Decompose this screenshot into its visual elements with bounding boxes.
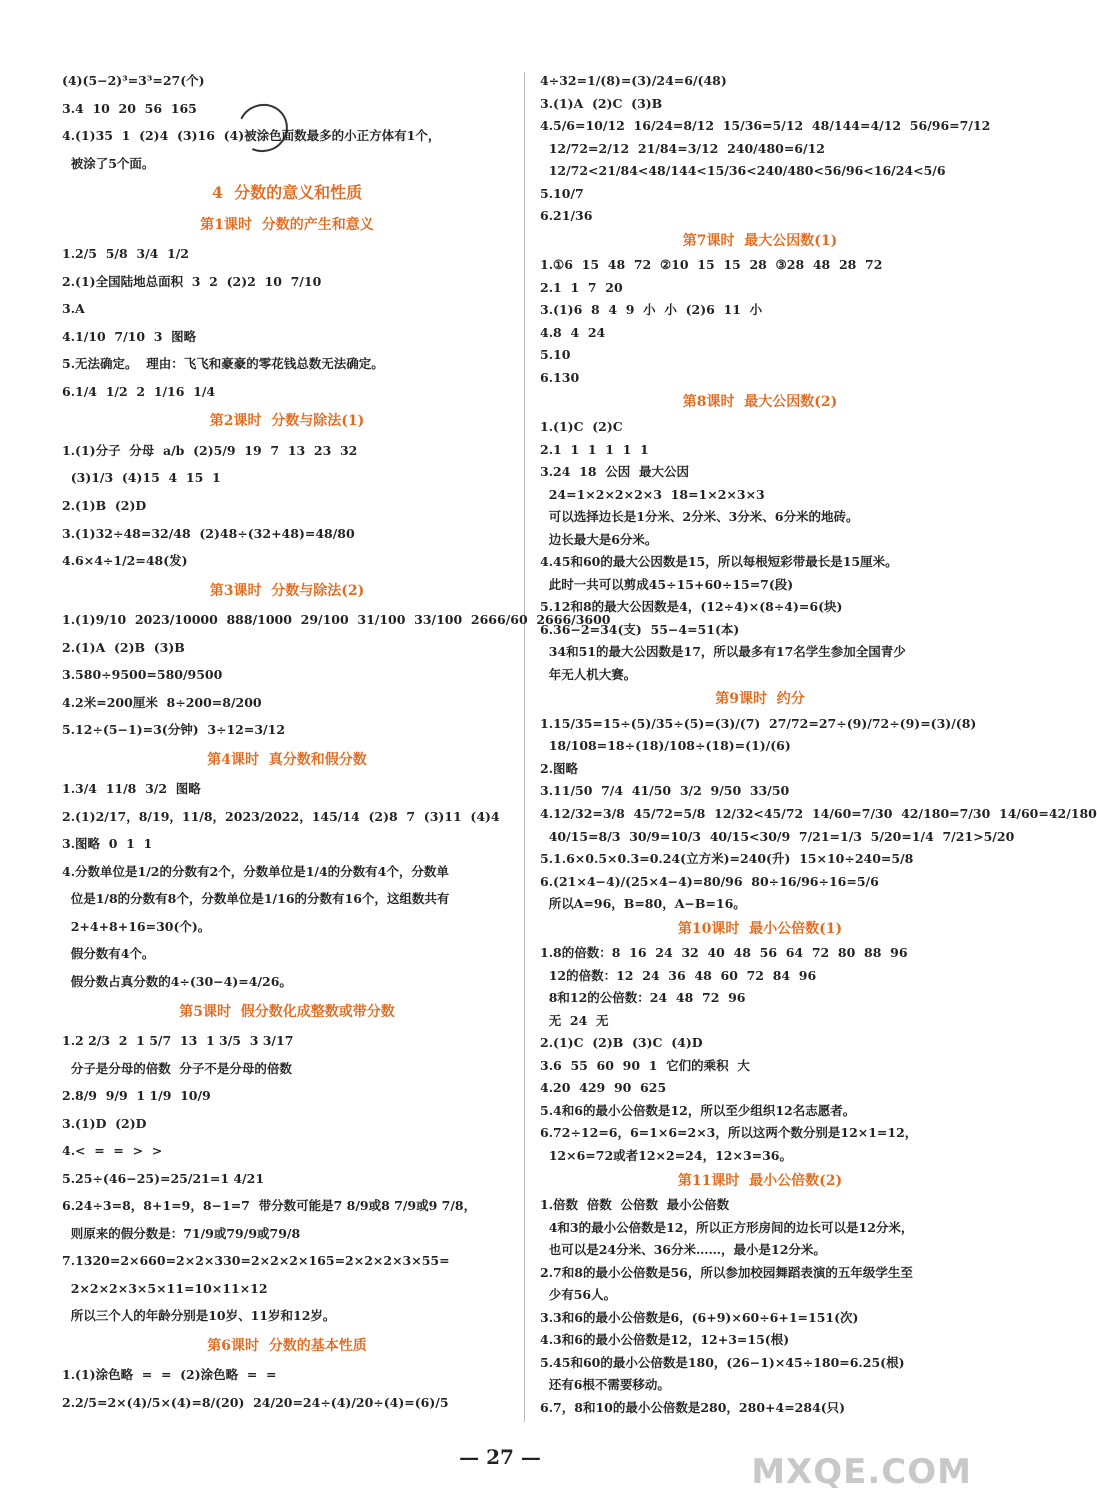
answer-line: 4÷32=1/(8)=(3)/24=6/(48) xyxy=(540,73,727,88)
answer-line: 2.1 1 1 1 1 1 xyxy=(540,441,649,457)
answer-line: 7.1320=2×660=2×2×330=2×2×2×165=2×2×2×3×55= xyxy=(62,1253,450,1269)
section-heading: 第11课时 最小公倍数(2) xyxy=(677,1172,843,1189)
answer-line: 1.2/5 5/8 3/4 1/2 xyxy=(62,246,190,262)
section-heading: 第2课时 分数与除法(1) xyxy=(209,413,365,430)
answer-line: 边长最大是6分米。 xyxy=(540,531,658,547)
answer-line: 6.24÷3=8，8+1=9，8−1=7 带分数可能是7 8/9或8 7/9或9 7/8， xyxy=(62,1198,477,1214)
answer-line: 1.(1)涂色略 = = (2)涂色略 = = xyxy=(62,1367,277,1383)
answer-line: 2.7和8的最小公倍数是56，所以参加校园舞蹈表演的五年级学生至 xyxy=(540,1264,913,1280)
watermark: MXQE.COM xyxy=(751,1452,972,1492)
answer-line: 6.1/4 1/2 2 1/16 1/4 xyxy=(62,383,216,399)
answer-line: 5.4和6的最小公倍数是12，所以至少组织12名志愿者。 xyxy=(540,1102,856,1118)
answer-line: 4.分数单位是1/2的分数有2个，分数单位是1/4的分数有4个，分数单 xyxy=(62,863,449,879)
answer-line: 18/108=18÷(18)/108÷(18)=(1)/(6) xyxy=(540,738,791,754)
answer-line: 被涂了5个面。 xyxy=(62,155,155,171)
answer-line: 2.图略 xyxy=(540,760,579,776)
answer-line: 34和51的最大公因数是17，所以最多有17名学生参加全国青少 xyxy=(540,644,906,660)
answer-line: 3.(1)6 8 4 9 小 小 (2)6 11 小 xyxy=(540,302,763,318)
answer-line: 4.20 429 90 625 xyxy=(540,1080,667,1096)
section-heading: 第6课时 分数的基本性质 xyxy=(207,1337,367,1354)
answer-line: 6.(21×4−4)/(25×4−4)=80/96 80÷16/96÷16=5/6 xyxy=(540,873,879,889)
answer-line: 年无人机大赛。 xyxy=(540,666,637,682)
answer-line: 1.(1)分子 分母 a/b (2)5/9 19 7 13 23 32 xyxy=(62,442,358,458)
answer-line: 5.25÷(46−25)=25/21=1 4/21 xyxy=(62,1170,265,1186)
answer-line: 5.1.6×0.5×0.3=0.24(立方米)=240(升) 15×10÷240=5/8 xyxy=(540,851,914,867)
answer-line: 2.1 1 7 20 xyxy=(540,279,623,295)
answer-line: 40/15=8/3 30/9=10/3 40/15<30/9 7/21=1/3 5/20=1/4 7/21>5/20 xyxy=(540,828,1015,844)
answer-line: 6.72÷12=6，6=1×6=2×3，所以这两个数分别是12×1=12， xyxy=(540,1125,918,1141)
answer-line: 1.2 2/3 2 1 5/7 13 1 3/5 3 3/17 xyxy=(62,1033,294,1049)
answer-line: 少有56人。 xyxy=(540,1287,617,1303)
answer-line: 6.130 xyxy=(540,369,580,385)
answer-line: 位是1/8的分数有8个，分数单位是1/16的分数有16个，这组数共有 xyxy=(62,891,450,907)
answer-line: 6.36−2=34(支) 55−4=51(本) xyxy=(540,621,740,637)
answer-line: 此时一共可以剪成45÷15+60÷15=7(段) xyxy=(540,576,794,592)
answer-line: 4.8 4 24 xyxy=(540,324,606,340)
answer-line: 3.(1)D (2)D xyxy=(62,1115,147,1131)
answer-line: 2.8/9 9/9 1 1/9 10/9 xyxy=(62,1088,211,1104)
section-heading: 4 分数的意义和性质 xyxy=(211,183,363,203)
answer-line: 3.(1)32÷48=32/48 (2)48÷(32+48)=48/80 xyxy=(62,525,355,541)
answer-line: 4和3的最小公倍数是12，所以正方形房间的边长可以是12分米， xyxy=(540,1219,914,1235)
answer-line: 4.6×4÷1/2=48(发) xyxy=(62,553,188,569)
section-heading: 第8课时 最大公因数(2) xyxy=(682,394,838,411)
answer-line: (4)(5−2)³=3³=27(个) xyxy=(62,73,205,88)
answer-line: 则原来的假分数是：71/9或79/9或79/8 xyxy=(62,1225,301,1241)
answer-line: 2.(1)C (2)B (3)C (4)D xyxy=(540,1035,703,1051)
answer-line: 5.10/7 xyxy=(540,185,584,201)
answer-line: 1.倍数 倍数 公倍数 最小公倍数 xyxy=(540,1197,730,1213)
answer-line: 可以选择边长是1分米、2分米、3分米、6分米的地砖。 xyxy=(540,509,859,525)
answer-line: 2×2×2×3×5×11=10×11×12 xyxy=(62,1280,268,1296)
answer-line: 4.1/10 7/10 3 图略 xyxy=(62,328,197,344)
answer-line: 12/72=2/12 21/84=3/12 240/480=6/12 xyxy=(540,140,825,156)
answer-line: 无 24 无 xyxy=(540,1012,609,1028)
answer-line: 1.8的倍数：8 16 24 32 40 48 56 64 72 80 88 96 xyxy=(540,945,908,961)
section-heading: 第3课时 分数与除法(2) xyxy=(209,582,365,599)
section-heading: 第10课时 最小公倍数(1) xyxy=(677,920,843,937)
answer-line: 3.6 55 60 90 1 它们的乘积 大 xyxy=(540,1057,750,1073)
answer-line: 4.5/6=10/12 16/24=8/12 15/36=5/12 48/144=4/12 56/96=7/12 xyxy=(540,118,991,134)
answer-line: 2.2/5=2×(4)/5×(4)=8/(20) 24/20=24÷(4)/20÷(4)=(6)/5 xyxy=(62,1394,449,1410)
answer-line: 4.2米=200厘米 8÷200=8/200 xyxy=(62,694,262,710)
answer-line: 12/72<21/84<48/144<15/36<240/480<56/96<16/24<5/6 xyxy=(540,163,946,179)
answer-line: 2.(1)A (2)B (3)B xyxy=(62,639,185,655)
answer-line: 4.3和6的最小公倍数是12，12+3=15(根) xyxy=(540,1332,790,1348)
answer-line: 2.(1)B (2)D xyxy=(62,497,147,513)
answer-line: 2+4+8+16=30(个)。 xyxy=(62,918,211,934)
column-divider xyxy=(524,72,525,1422)
answer-line: 6.7，8和10的最小公倍数是280，280+4=284(只) xyxy=(540,1399,846,1415)
answer-line: 1.15/35=15÷(5)/35÷(5)=(3)/(7) 27/72=27÷(9)/72÷(9)=(3)/(8) xyxy=(540,715,977,731)
answer-line: 5.10 xyxy=(540,347,571,363)
answer-line: 4.(1)35 1 (2)4 (3)16 (4)被涂色面数最多的小正方体有1个， xyxy=(62,128,441,144)
answer-line: 1.(1)9/10 2023/10000 888/1000 29/100 31/100 33/100 2666/60 2666/3600 xyxy=(62,612,611,628)
answer-line: 2.(1)2/17，8/19，11/8，2023/2022，145/14 (2)8 7 (3)11 (4)4 xyxy=(62,808,500,824)
answer-line: 所以A=96，B=80，A−B=16。 xyxy=(540,896,746,912)
answer-line: 4.45和60的最大公因数是15，所以每根短彩带最长是15厘米。 xyxy=(540,554,898,570)
right-column xyxy=(540,72,1097,1421)
section-heading: 第1课时 分数的产生和意义 xyxy=(200,216,374,233)
answer-line: 3.3和6的最小公倍数是6，(6+9)×60÷6+1=151(次) xyxy=(540,1309,859,1325)
answer-line: 6.21/36 xyxy=(540,208,593,224)
section-heading: 第9课时 约分 xyxy=(715,691,805,708)
answer-line: 1.(1)C (2)C xyxy=(540,418,623,434)
answer-line: 分子是分母的倍数 分子不是分母的倍数 xyxy=(62,1060,292,1076)
answer-line: 也可以是24分米、36分米……，最小是12分米。 xyxy=(540,1242,826,1258)
answer-line: 3.A xyxy=(62,301,85,317)
answer-line: 4.< = = > > xyxy=(62,1143,163,1159)
answer-line: 1.①6 15 48 72 ②10 15 15 28 ③28 48 28 72 xyxy=(540,257,883,273)
answer-line: 3.24 18 公因 最大公因 xyxy=(540,464,689,480)
page-number: — 27 — xyxy=(459,1445,541,1469)
section-heading: 第4课时 真分数和假分数 xyxy=(207,751,367,768)
answer-line: 假分数有4个。 xyxy=(62,946,155,962)
answer-line: 3.11/50 7/4 41/50 3/2 9/50 33/50 xyxy=(540,783,790,799)
answer-line: 4.12/32=3/8 45/72=5/8 12/32<45/72 14/60=7/30 42/180=7/30 14/60=42/180 xyxy=(540,806,1097,821)
answer-line: 1.3/4 11/8 3/2 图略 xyxy=(62,781,201,797)
answer-line: 所以三个人的年龄分别是10岁、11岁和12岁。 xyxy=(62,1308,336,1324)
answer-line: 8和12的公倍数：24 48 72 96 xyxy=(540,990,746,1006)
section-heading: 第7课时 最大公因数(1) xyxy=(682,232,838,249)
answer-line: 还有6根不需要移动。 xyxy=(540,1377,670,1393)
section-heading: 第5课时 假分数化成整数或带分数 xyxy=(179,1003,395,1020)
answer-line: 12×6=72或者12×2=24，12×3=36。 xyxy=(540,1147,793,1163)
answer-line: 3.4 10 20 56 165 xyxy=(62,100,197,116)
answer-line: 12的倍数：12 24 36 48 60 72 84 96 xyxy=(540,967,817,983)
answer-line: 3.580÷9500=580/9500 xyxy=(62,667,223,683)
answer-line: 2.(1)全国陆地总面积 3 2 (2)2 10 7/10 xyxy=(62,273,322,289)
answer-line: 5.12÷(5−1)=3(分钟) 3÷12=3/12 xyxy=(62,722,286,738)
answer-line: 3.(1)A (2)C (3)B xyxy=(540,95,663,111)
answer-line: 5.12和8的最大公因数是4，(12÷4)×(8÷4)=6(块) xyxy=(540,599,843,615)
answer-line: 3.图略 0 1 1 xyxy=(62,836,153,852)
answer-line: 5.无法确定。 理由：飞飞和豪豪的零花钱总数无法确定。 xyxy=(62,356,384,372)
answer-line: 假分数占真分数的4÷(30−4)=4/26。 xyxy=(62,974,292,989)
answer-line: (3)1/3 (4)15 4 15 1 xyxy=(62,470,221,486)
answer-line: 5.45和60的最小公倍数是180，(26−1)×45÷180=6.25(根) xyxy=(540,1354,905,1370)
answer-line: 24=1×2×2×2×3 18=1×2×3×3 xyxy=(540,486,765,502)
